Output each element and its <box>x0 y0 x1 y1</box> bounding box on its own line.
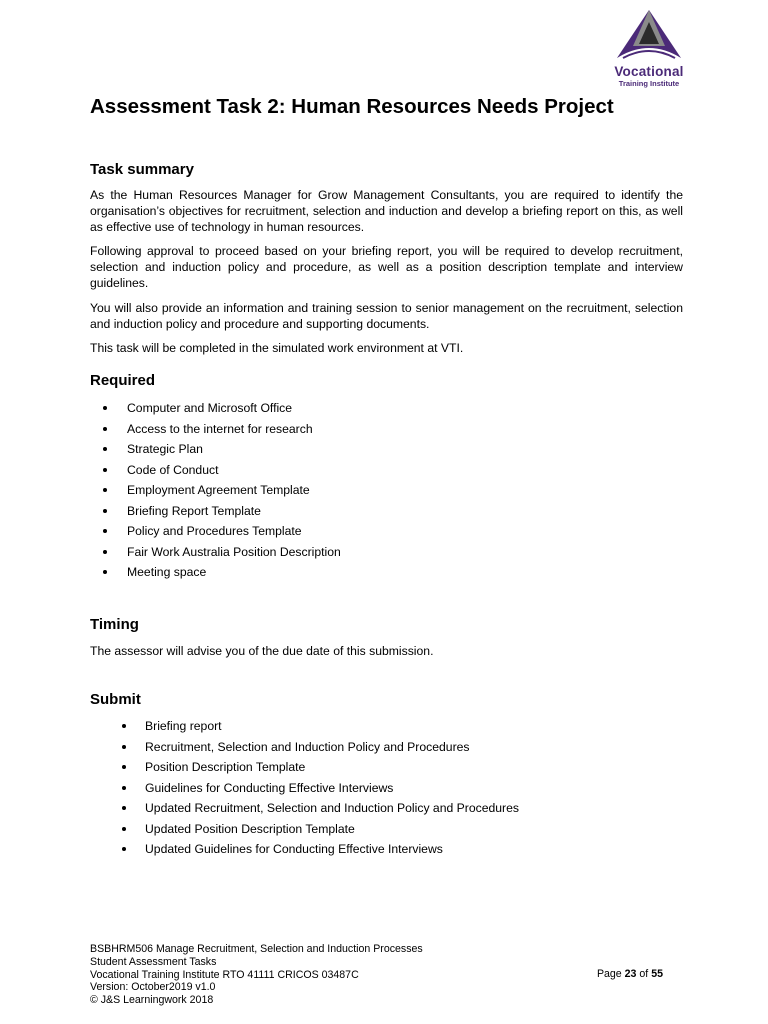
list-item: Employment Agreement Template <box>90 482 341 503</box>
list-item: Position Description Template <box>90 759 519 780</box>
footer-doc-type: Student Assessment Tasks <box>90 955 217 968</box>
bullet-icon <box>103 406 107 410</box>
institute-logo <box>603 8 695 88</box>
logo-subtitle: Training Institute <box>618 79 680 88</box>
bullet-icon <box>122 765 126 769</box>
list-item: Updated Position Description Template <box>90 821 519 842</box>
list-item: Meeting space <box>90 564 341 585</box>
list-item: Updated Guidelines for Conducting Effective Interviews <box>90 841 519 862</box>
logo-triangle-icon <box>603 8 695 66</box>
list-item: Briefing report <box>90 718 519 739</box>
list-item: Recruitment, Selection and Induction Policy and Procedures <box>90 739 519 760</box>
list-item: Updated Recruitment, Selection and Induction Policy and Procedures <box>90 800 519 821</box>
task-summary-heading: Task summary <box>90 161 194 178</box>
bullet-icon <box>122 745 126 749</box>
page-number: Page 23 of 55 <box>596 968 663 980</box>
logo-name: Vocational <box>614 64 684 79</box>
bullet-icon <box>122 786 126 790</box>
page-total: 55 <box>651 968 663 980</box>
list-item: Code of Conduct <box>90 462 341 483</box>
bullet-icon <box>122 847 126 851</box>
bullet-icon <box>103 550 107 554</box>
footer-version: Version: October2019 v1.0 <box>90 981 216 994</box>
bullet-icon <box>122 827 126 831</box>
bullet-icon <box>103 427 107 431</box>
task-summary-paragraph-4: This task will be completed in the simulated work environment at VTI. <box>90 341 464 355</box>
timing-text: The assessor will advise you of the due date of this submission. <box>90 644 434 658</box>
timing-heading: Timing <box>90 616 139 633</box>
bullet-icon <box>103 509 107 513</box>
footer-institute: Vocational Training Institute RTO 41111 CRICOS 03487C <box>90 968 359 981</box>
submit-list <box>90 718 519 862</box>
list-item: Briefing Report Template <box>90 503 341 524</box>
list-item: Guidelines for Conducting Effective Interviews <box>90 780 519 801</box>
task-summary-paragraph-2: Following approval to proceed based on your briefing report, you will be required to develop recruitment, selection and induction policy and procedure, as well as a position description template and interview guidelines. <box>90 244 683 290</box>
list-item: Fair Work Australia Position Description <box>90 544 341 565</box>
bullet-icon <box>103 529 107 533</box>
task-summary-paragraph-1: As the Human Resources Manager for Grow Management Consultants, you are required to identify the organisation’s objectives for recruitment, selection and induction and develop a briefing report on this, as well as effective use of technology in human resources. <box>90 188 683 234</box>
list-item: Policy and Procedures Template <box>90 523 341 544</box>
bullet-icon <box>103 447 107 451</box>
bullet-icon <box>103 488 107 492</box>
required-list <box>90 400 341 585</box>
bullet-icon <box>103 468 107 472</box>
list-item: Strategic Plan <box>90 441 341 462</box>
footer-copyright: © J&S Learningwork 2018 <box>90 994 214 1007</box>
page-title: Assessment Task 2: Human Resources Needs Project <box>90 95 614 118</box>
bullet-icon <box>122 806 126 810</box>
bullet-icon <box>103 570 107 574</box>
footer-unit-title: BSBHRM506 Manage Recruitment, Selection and Induction Processes <box>90 943 423 955</box>
document-footer <box>90 943 423 1007</box>
required-heading: Required <box>90 372 156 389</box>
submit-heading: Submit <box>90 691 141 708</box>
list-item: Computer and Microsoft Office <box>90 400 341 421</box>
bullet-icon <box>122 724 126 728</box>
list-item: Access to the internet for research <box>90 421 341 442</box>
page-current: 23 <box>624 968 637 980</box>
task-summary-paragraph-3: You will also provide an information and training session to senior management on the recruitment, selection and induction policy and procedure and supporting documents. <box>90 301 683 331</box>
